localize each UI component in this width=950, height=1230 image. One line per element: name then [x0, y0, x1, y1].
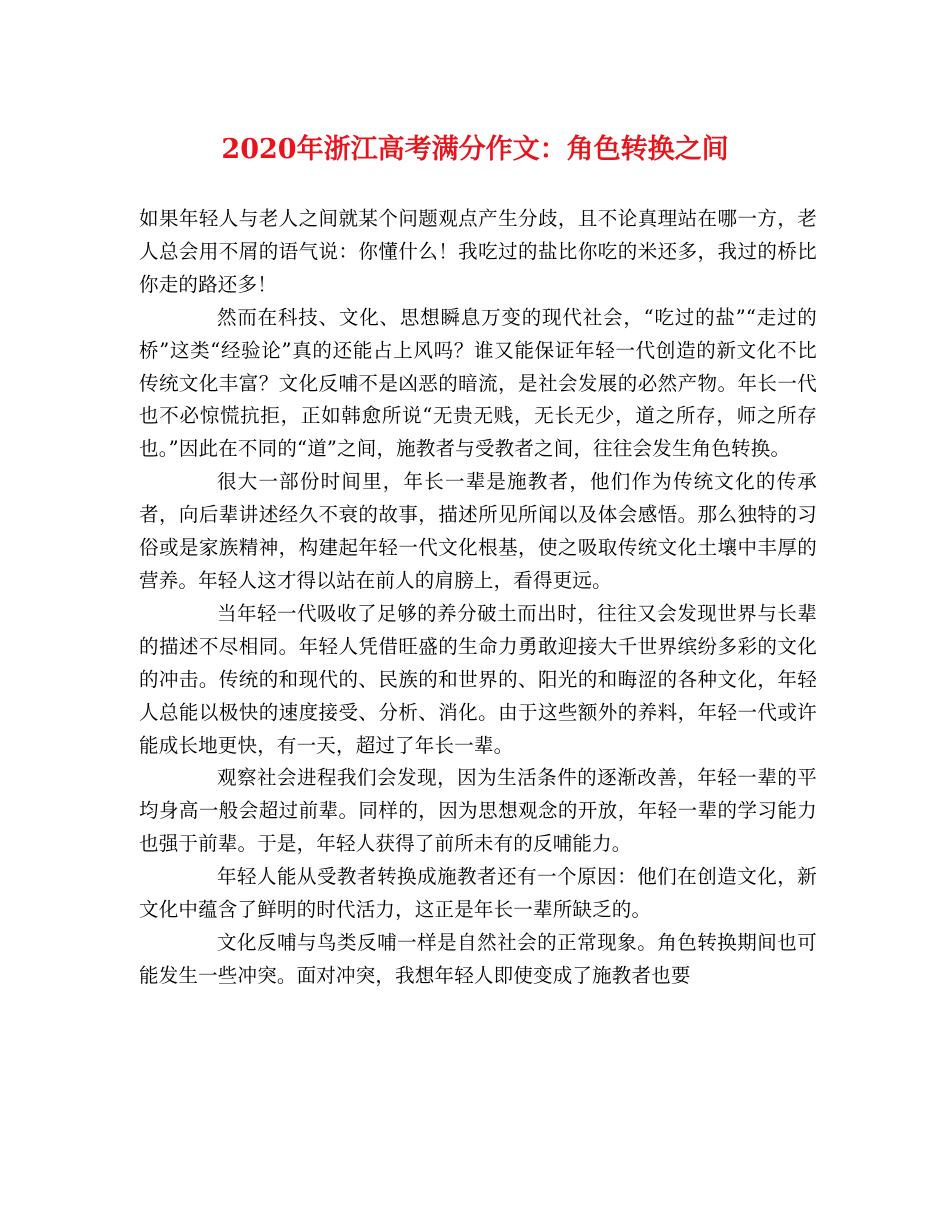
essay-body	[139, 203, 817, 993]
paragraph-1: 如果年轻人与老人之间就某个问题观点产生分歧，且不论真理站在哪一方，老人总会用不屑的语气说：你懂什么！我吃过的盐比你吃的米还多，我过的桥比你走的路还多！	[139, 207, 817, 296]
page-title: 2020年浙江高考满分作文：角色转换之间	[221, 134, 729, 165]
paragraph-5: 观察社会进程我们会发现，因为生活条件的逐渐改善，年轻一辈的平均身高一般会超过前辈。同样的，因为思想观念的开放，年轻一辈的学习能力也强于前辈。于是，年轻人获得了前所未有的反哺能力。	[139, 766, 817, 856]
paragraph-6: 年轻人能从受教者转换成施教者还有一个原因：他们在创造文化，新文化中蕴含了鲜明的时代活力，这正是年长一辈所缺乏的。	[139, 865, 817, 922]
paragraph-4: 当年轻一代吸收了足够的养分破土而出时，往往又会发现世界与长辈的描述不尽相同。年轻人凭借旺盛的生命力勇敢迎接大千世界缤纷多彩的文化的冲击。传统的和现代的、民族的和世界的、阳光的和晦涩的各种文化，年轻人总能以极快的速度接受、分析、消化。由于这些额外的养料，年轻一代或许能成长地更快，有一天，超过了年长一辈。	[139, 601, 817, 757]
paragraph-3: 很大一部份时间里，年长一辈是施教者，他们作为传统文化的传承者，向后辈讲述经久不衰的故事，描述所见所闻以及体会感悟。那么独特的习俗或是家族精神，构建起年轻一代文化根基，使之吸取传统文化土壤中丰厚的营养。年轻人这才得以站在前人的肩膀上，看得更远。	[139, 470, 817, 592]
paragraph-7: 文化反哺与鸟类反哺一样是自然社会的正常现象。角色转换期间也可能发生一些冲突。面对冲突，我想年轻人即使变成了施教者也要	[139, 930, 817, 987]
paragraph-2: 然而在科技、文化、思想瞬息万变的现代社会，“吃过的盐”“走过的桥”这类“经验论”真的还能占上风吗？谁又能保证年轻一代创造的新文化不比传统文化丰富？文化反哺不是凶恶的暗流，是社会发展的必然产物。年长一代也不必惊慌抗拒，正如韩愈所说“无贵无贱，无长无少，道之所存，师之所存也。”因此在不同的“道”之间，施教者与受教者之间，往往会发生角色转换。	[139, 305, 817, 461]
